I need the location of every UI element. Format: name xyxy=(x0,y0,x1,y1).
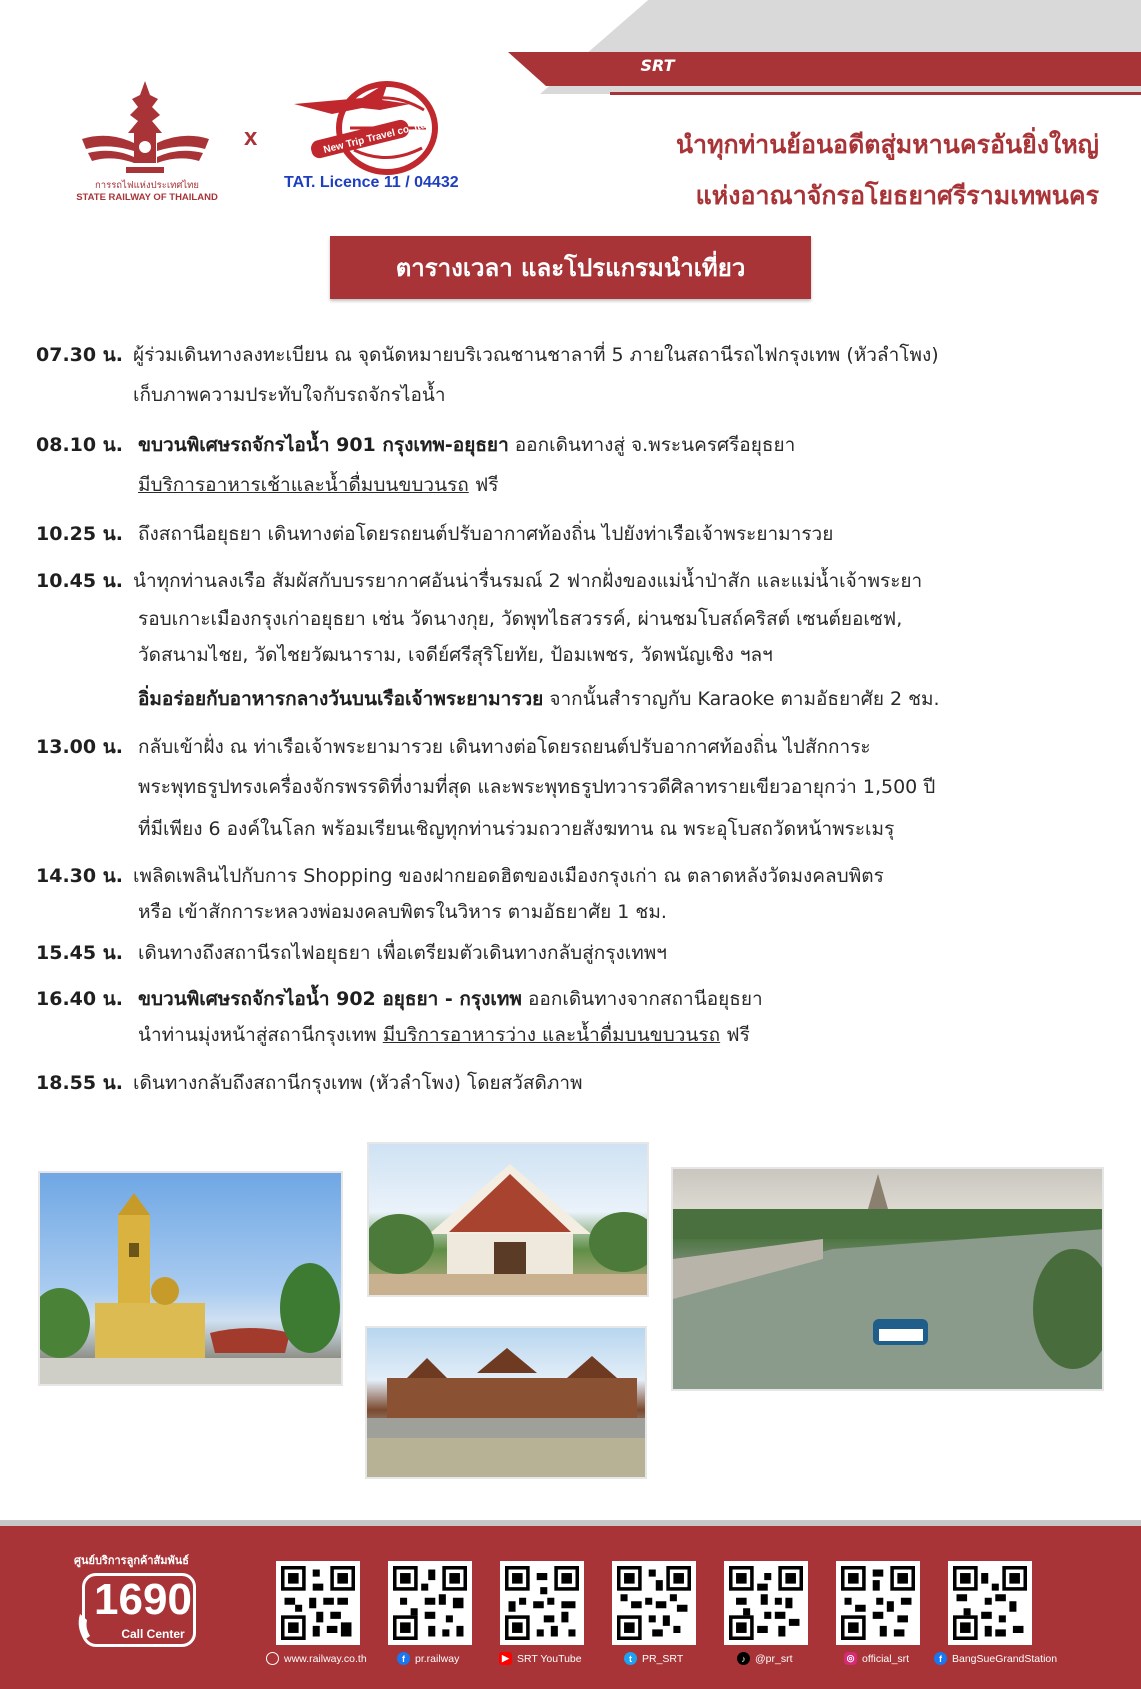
partner-logo-text: New Trip Travel co.,ltd. xyxy=(322,119,431,156)
qr-icon xyxy=(393,1566,467,1640)
social-youtube-label: SRT YouTube xyxy=(517,1652,582,1665)
time-1855: 18.55 น. xyxy=(36,1072,123,1094)
qr-icon xyxy=(729,1566,803,1640)
photo-st-joseph-church xyxy=(38,1171,343,1386)
item-0730-line2: เก็บภาพความประทับใจกับรถจักรไอน้ำ xyxy=(133,384,446,406)
social-facebook[interactable] xyxy=(397,1652,459,1665)
qr-icon xyxy=(281,1566,355,1640)
social-website[interactable] xyxy=(266,1652,367,1665)
srt-logo-text-th: การรถไฟแห่งประเทศไทย xyxy=(95,180,199,191)
item-1045-line3: วัดสนามไชย, วัดไชยวัฒนาราม, เจดีย์ศรีสุริโยทัย, ป้อมเพชร, วัดพนัญเชิง ฯลฯ xyxy=(138,644,773,666)
tiktok-icon: ♪ xyxy=(737,1652,750,1665)
globe-icon xyxy=(266,1652,279,1665)
time-1045: 10.45 น. xyxy=(36,570,123,592)
item-1300-line1: กลับเข้าฝั่ง ณ ท่าเรือเจ้าพระยามารวย เดินทางต่อโดยรถยนต์ปรับอากาศท้องถิ่น ไปสักการะ xyxy=(138,736,871,758)
time-1430: 14.30 น. xyxy=(36,865,123,887)
social-instagram[interactable] xyxy=(844,1652,909,1665)
qr-code-instagram[interactable] xyxy=(836,1561,920,1645)
youtube-icon: ▶ xyxy=(499,1652,512,1665)
item-lunch-title: อิ่มอร่อยกับอาหารกลางวันบนเรือเจ้าพระยามารวย xyxy=(138,688,544,710)
qr-code-facebook[interactable] xyxy=(388,1561,472,1645)
item-0730-line1: ผู้ร่วมเดินทางลงทะเบียน ณ จุดนัดหมายบริเวณชานชาลาที่ 5 ภายในสถานีรถไฟกรุงเทพ (หัวลำโพง) xyxy=(133,344,939,366)
item-1640-train: ขบวนพิเศษรถจักรไอน้ำ 902 อยุธยา - กรุงเทพ xyxy=(138,988,522,1010)
social-bangsue-label: BangSueGrandStation xyxy=(952,1652,1058,1665)
twitter-icon: t xyxy=(624,1652,637,1665)
item-0810-line1 xyxy=(138,430,795,460)
phone-icon xyxy=(76,1612,98,1642)
item-1640-line2 xyxy=(138,1020,750,1050)
schedule-banner-text: ตารางเวลา และโปรแกรมนำเที่ยว xyxy=(395,254,746,282)
collab-mark: x xyxy=(244,124,258,151)
qr-icon xyxy=(617,1566,691,1640)
time-1545: 15.45 น. xyxy=(36,942,123,964)
item-1640-desc: ออกเดินทางจากสถานีอยุธยา xyxy=(521,988,763,1010)
item-1045-line2: รอบเกาะเมืองกรุงเก่าอยุธยา เช่น วัดนางกุย, วัดพุทไธสวรรค์, ผ่านชมโบสถ์คริสต์ เซนต์ยอเซฟ, xyxy=(138,608,903,630)
social-website-label: www.railway.co.th xyxy=(284,1652,367,1665)
photo-wihan-mongkhon-bophit xyxy=(367,1142,649,1297)
social-instagram-label: official_srt xyxy=(862,1652,910,1665)
tat-licence: TAT. Licence 11 / 04432 xyxy=(284,174,459,191)
headline-line2: แห่งอาณาจักรอโยธยาศรีรามเทพนคร xyxy=(695,181,1099,210)
time-1025: 10.25 น. xyxy=(36,523,123,545)
item-1430-line1: เพลิดเพลินไปกับการ Shopping ของฝากยอดฮิตของเมืองกรุงเก่า ณ ตลาดหลังวัดมงคลบพิตร xyxy=(133,865,884,887)
item-0810-breakfast: มีบริการอาหารเช้าและน้ำดื่มบนขบวนรถ xyxy=(138,474,469,496)
item-1430-line2: หรือ เข้าสักการะหลวงพ่อมงคลบพิตรในวิหาร ตามอัธยาศัย 1 ชม. xyxy=(138,901,667,923)
qr-code-youtube[interactable] xyxy=(500,1561,584,1645)
schedule-banner xyxy=(330,236,811,299)
item-1300-line3: ที่มีเพียง 6 องค์ในโลก พร้อมเรียนเชิญทุกท่านร่วมถวายสังฆทาน ณ พระอุโบสถวัดหน้าพระเมรุ xyxy=(138,818,895,840)
social-bangsue-facebook[interactable] xyxy=(934,1652,1057,1665)
call-center-number[interactable]: 1690 xyxy=(94,1575,192,1624)
time-0810: 08.10 น. xyxy=(36,434,123,456)
time-0730: 07.30 น. xyxy=(36,344,123,366)
item-1640-dest: นำท่านมุ่งหน้าสู่สถานีกรุงเทพ xyxy=(138,1024,383,1046)
item-1545-line1: เดินทางถึงสถานีรถไฟอยุธยา เพื่อเตรียมตัวเดินทางกลับสู่กรุงเทพฯ xyxy=(138,942,667,964)
photo-chao-phraya-river xyxy=(671,1167,1104,1391)
item-0810-line2 xyxy=(138,470,499,500)
instagram-icon: ◎ xyxy=(844,1652,857,1665)
item-1045-line1: นำทุกท่านลงเรือ สัมผัสกับบรรยากาศอันน่ารื่นรมณ์ 2 ฟากฝั่งของแม่น้ำป่าสัก และแม่น้ำเจ้าพระยา xyxy=(133,570,923,592)
qr-icon xyxy=(841,1566,915,1640)
srt-tag: SRT xyxy=(640,56,675,75)
header-red-band xyxy=(508,52,1141,86)
item-1300-line2: พระพุทธรูปทรงเครื่องจักรพรรดิที่งามที่สุด และพระพุทธรูปทวารวดีศิลาทรายเขียวอายุกว่า 1,500 ปี xyxy=(138,776,936,798)
item-0810-train: ขบวนพิเศษรถจักรไอน้ำ 901 กรุงเทพ-อยุธยา xyxy=(138,434,509,456)
call-center-label: Call Center xyxy=(121,1627,185,1641)
headline-line1: นำทุกท่านย้อนอดีตสู่มหานครอันยิ่งใหญ่ xyxy=(675,130,1099,159)
qr-code-twitter[interactable] xyxy=(612,1561,696,1645)
header-red-rule xyxy=(610,92,1141,95)
photo-riverside-thai-houses xyxy=(365,1326,647,1479)
time-1300: 13.00 น. xyxy=(36,736,123,758)
social-youtube[interactable] xyxy=(499,1652,582,1665)
call-center-caption: ศูนย์บริการลูกค้าสัมพันธ์ xyxy=(74,1555,189,1567)
item-0810-free: ฟรี xyxy=(468,474,499,496)
facebook-icon: f xyxy=(934,1652,947,1665)
item-1640-line1 xyxy=(138,984,763,1014)
social-facebook-label: pr.railway xyxy=(415,1652,460,1665)
qr-icon xyxy=(953,1566,1027,1640)
qr-code-website[interactable] xyxy=(276,1561,360,1645)
social-twitter-label: PR_SRT xyxy=(642,1652,684,1665)
item-0810-desc: ออกเดินทางสู่ จ.พระนครศรีอยุธยา xyxy=(508,434,796,456)
item-1640-free: ฟรี xyxy=(720,1024,750,1046)
new-trip-travel-logo xyxy=(292,78,442,178)
srt-logo-text-en: STATE RAILWAY OF THAILAND xyxy=(76,192,218,203)
facebook-icon: f xyxy=(397,1652,410,1665)
item-1855-line1: เดินทางกลับถึงสถานีกรุงเทพ (หัวลำโพง) โดยสวัสดิภาพ xyxy=(133,1072,583,1094)
qr-icon xyxy=(505,1566,579,1640)
item-1025-line1: ถึงสถานีอยุธยา เดินทางต่อโดยรถยนต์ปรับอากาศท้องถิ่น ไปยังท่าเรือเจ้าพระยามารวย xyxy=(138,523,834,545)
social-twitter[interactable] xyxy=(624,1652,683,1665)
item-lunch-desc: จากนั้นสำราญกับ Karaoke ตามอัธยาศัย 2 ชม. xyxy=(543,688,940,710)
item-lunch xyxy=(138,684,940,714)
social-tiktok-label: @pr_srt xyxy=(755,1652,793,1665)
qr-code-bangsue-facebook[interactable] xyxy=(948,1561,1032,1645)
time-1640: 16.40 น. xyxy=(36,988,123,1010)
item-1640-snack: มีบริการอาหารว่าง และน้ำดื่มบนขบวนรถ xyxy=(382,1024,721,1046)
social-tiktok[interactable] xyxy=(737,1652,793,1665)
qr-code-tiktok[interactable] xyxy=(724,1561,808,1645)
